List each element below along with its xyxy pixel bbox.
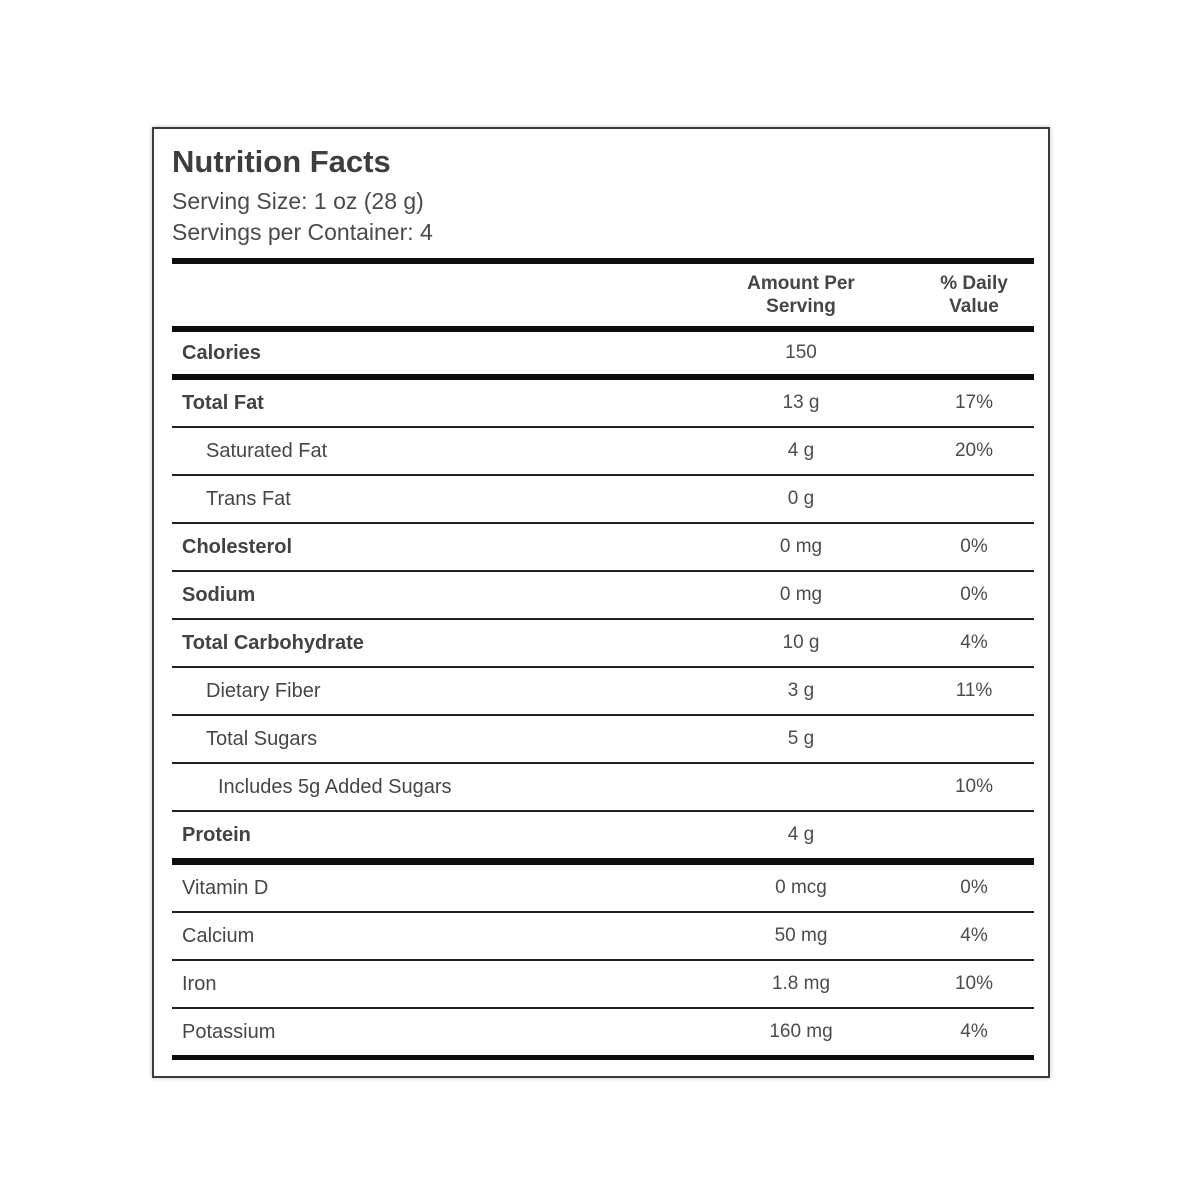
serving-size-text: Serving Size: 1 oz (28 g) [172,188,424,214]
nutrient-amount: 0 mcg [775,877,827,898]
nutrient-daily-value: 4% [960,1021,988,1042]
nutrient-amount: 50 mg [774,925,828,946]
nutrient-row [172,572,1034,618]
nutrient-row [172,332,1034,374]
nutrient-amount: 0 g [787,488,815,509]
column-header-daily-value [914,272,1034,318]
nutrient-row [172,961,1034,1007]
table-header-row [172,264,1034,326]
nutrient-daily-value: 10% [954,973,994,994]
nutrient-name: Cholesterol [182,535,293,558]
nutrition-table [172,258,1034,1060]
nutrient-row [172,428,1034,474]
nutrient-daily-value: 20% [954,440,994,461]
nutrient-amount: 160 mg [769,1021,833,1042]
nutrient-amount: 5 g [787,728,815,749]
nutrient-name: Saturated Fat [206,439,328,462]
nutrient-name: Iron [182,972,217,995]
nutrient-daily-value: 0% [960,877,988,898]
nutrient-row [172,668,1034,714]
nutrient-row [172,913,1034,959]
nutrient-row [172,764,1034,810]
nutrient-amount: 4 g [787,824,815,845]
nutrient-daily-value: 0% [960,584,988,605]
section-divider [172,858,1034,865]
column-header-amount-line1: Amount Per [747,273,855,294]
label-header [154,129,1048,248]
nutrient-row [172,812,1034,858]
section-divider [172,1055,1034,1060]
nutrient-daily-value: 10% [954,776,994,797]
nutrient-row [172,716,1034,762]
nutrient-daily-value: 11% [955,680,993,701]
nutrient-row [172,865,1034,911]
nutrient-amount: 0 mg [779,536,823,557]
column-header-dv-line1: % Daily [940,273,1008,294]
nutrient-name: Total Sugars [206,727,318,750]
label-title: Nutrition Facts [172,144,391,179]
nutrition-facts-label [152,127,1050,1078]
nutrient-daily-value: 0% [960,536,988,557]
nutrient-rows [172,332,1034,1060]
nutrient-row [172,380,1034,426]
nutrient-daily-value: 17% [954,392,994,413]
nutrient-name: Sodium [182,583,256,606]
column-header-amount [688,272,914,318]
nutrient-name: Total Fat [182,391,264,414]
nutrient-name: Dietary Fiber [206,679,321,702]
nutrient-row [172,476,1034,522]
nutrient-amount: 10 g [782,632,820,653]
nutrient-name: Includes 5g Added Sugars [218,775,452,798]
nutrient-name: Potassium [182,1020,276,1043]
nutrient-amount: 1.8 mg [771,973,831,994]
servings-per-container-text: Servings per Container: 4 [172,219,433,245]
nutrient-name: Total Carbohydrate [182,631,364,654]
nutrient-amount: 3 g [787,680,815,701]
nutrient-name: Calcium [182,924,255,947]
column-header-dv-line2: Value [949,296,999,317]
nutrient-row [172,1009,1034,1055]
nutrient-row [172,524,1034,570]
nutrient-amount: 13 g [782,392,820,413]
nutrient-name: Vitamin D [182,876,269,899]
column-header-amount-line2: Serving [766,296,836,317]
nutrient-name: Calories [182,341,261,364]
nutrient-name: Protein [182,823,251,846]
nutrient-amount: 0 mg [779,584,823,605]
nutrient-daily-value: 4% [960,632,988,653]
nutrient-amount: 150 [785,342,817,363]
nutrient-daily-value: 4% [960,925,988,946]
nutrient-amount: 4 g [787,440,815,461]
nutrient-name: Trans Fat [206,487,291,510]
nutrient-row [172,620,1034,666]
